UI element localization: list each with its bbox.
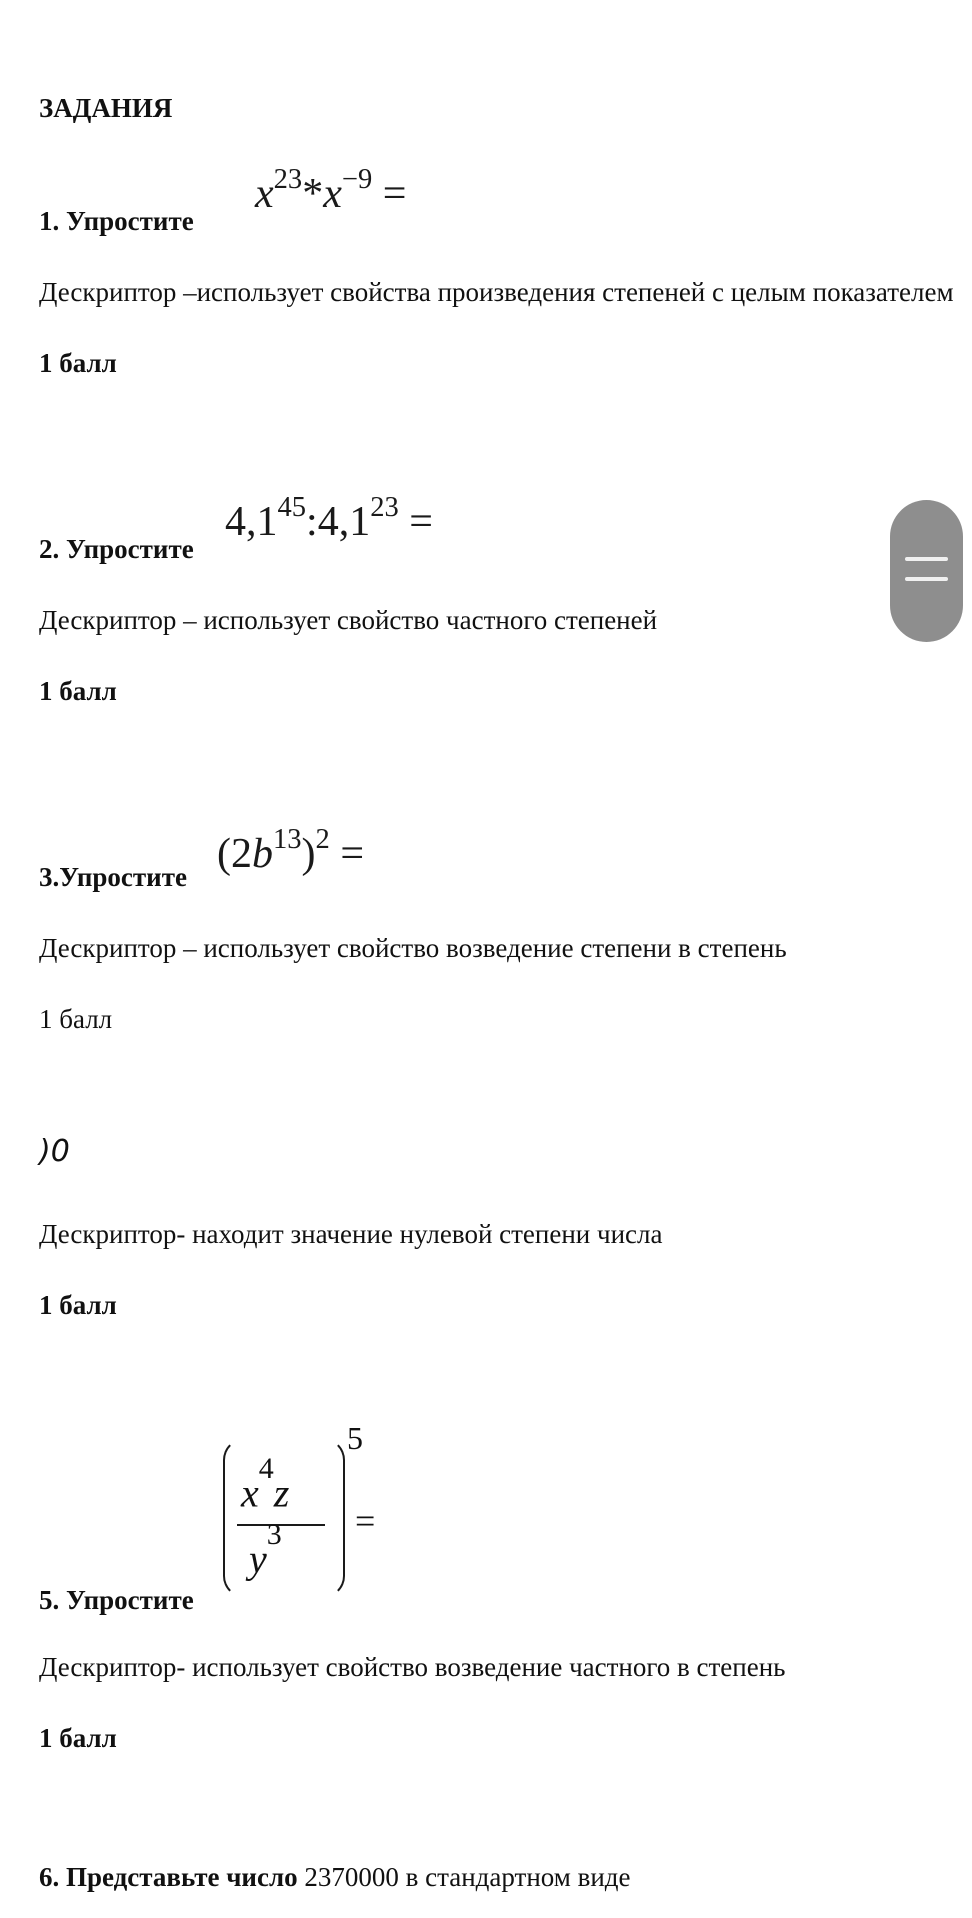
task-3-title: 3.Упростите xyxy=(39,862,187,892)
page-heading: ЗАДАНИЯ xyxy=(39,93,173,123)
task-3-formula: $(2b^{13})^2$ = xyxy=(217,823,365,877)
outer-exponent: 5 xyxy=(347,1420,363,1456)
task-4-descriptor: Дескриптор- находит значение нулевой степени числа xyxy=(39,1219,663,1249)
task-2-title: 2. Упростите xyxy=(39,534,194,564)
left-paren xyxy=(223,1438,245,1598)
task-2-score: 1 балл xyxy=(39,676,117,706)
scroll-handle[interactable] xyxy=(890,500,963,642)
task-3-score: 1 балл xyxy=(39,1004,113,1034)
task-2-descriptor: Дескриптор – использует свойство частного степеней xyxy=(39,605,658,635)
fraction-denominator: $y^3$ xyxy=(249,1518,282,1582)
task-2-formula: $4,1^{45}:4,1^{23}$ = xyxy=(225,491,433,545)
task-1-score: 1 балл xyxy=(39,348,117,378)
task-5-score: 1 балл xyxy=(39,1723,117,1753)
task-5-title: 5. Упростите xyxy=(39,1585,194,1615)
task-3-descriptor: Дескриптор – использует свойство возведение степени в степень xyxy=(39,933,787,963)
task-1-descriptor: Дескриптор –использует свойства произведения степеней с целым показателем xyxy=(39,277,954,307)
task-6-title: 6. Представьте число 2370000 в стандартном виде xyxy=(39,1862,631,1892)
task-4-handwritten-mark: )0 xyxy=(39,1134,70,1169)
task-5-descriptor: Дескриптор- использует свойство возведение частного в степень xyxy=(39,1652,786,1682)
task-1-title: 1. Упростите xyxy=(39,206,194,236)
task-5-formula xyxy=(219,1420,409,1600)
right-paren xyxy=(323,1438,345,1598)
equals-sign: = xyxy=(355,1501,376,1541)
task-4-score: 1 балл xyxy=(39,1290,117,1320)
fraction-numerator: $x^4z$ xyxy=(241,1452,290,1516)
task-1-formula: $x^{23}*x^{-9}$ = xyxy=(255,163,407,217)
